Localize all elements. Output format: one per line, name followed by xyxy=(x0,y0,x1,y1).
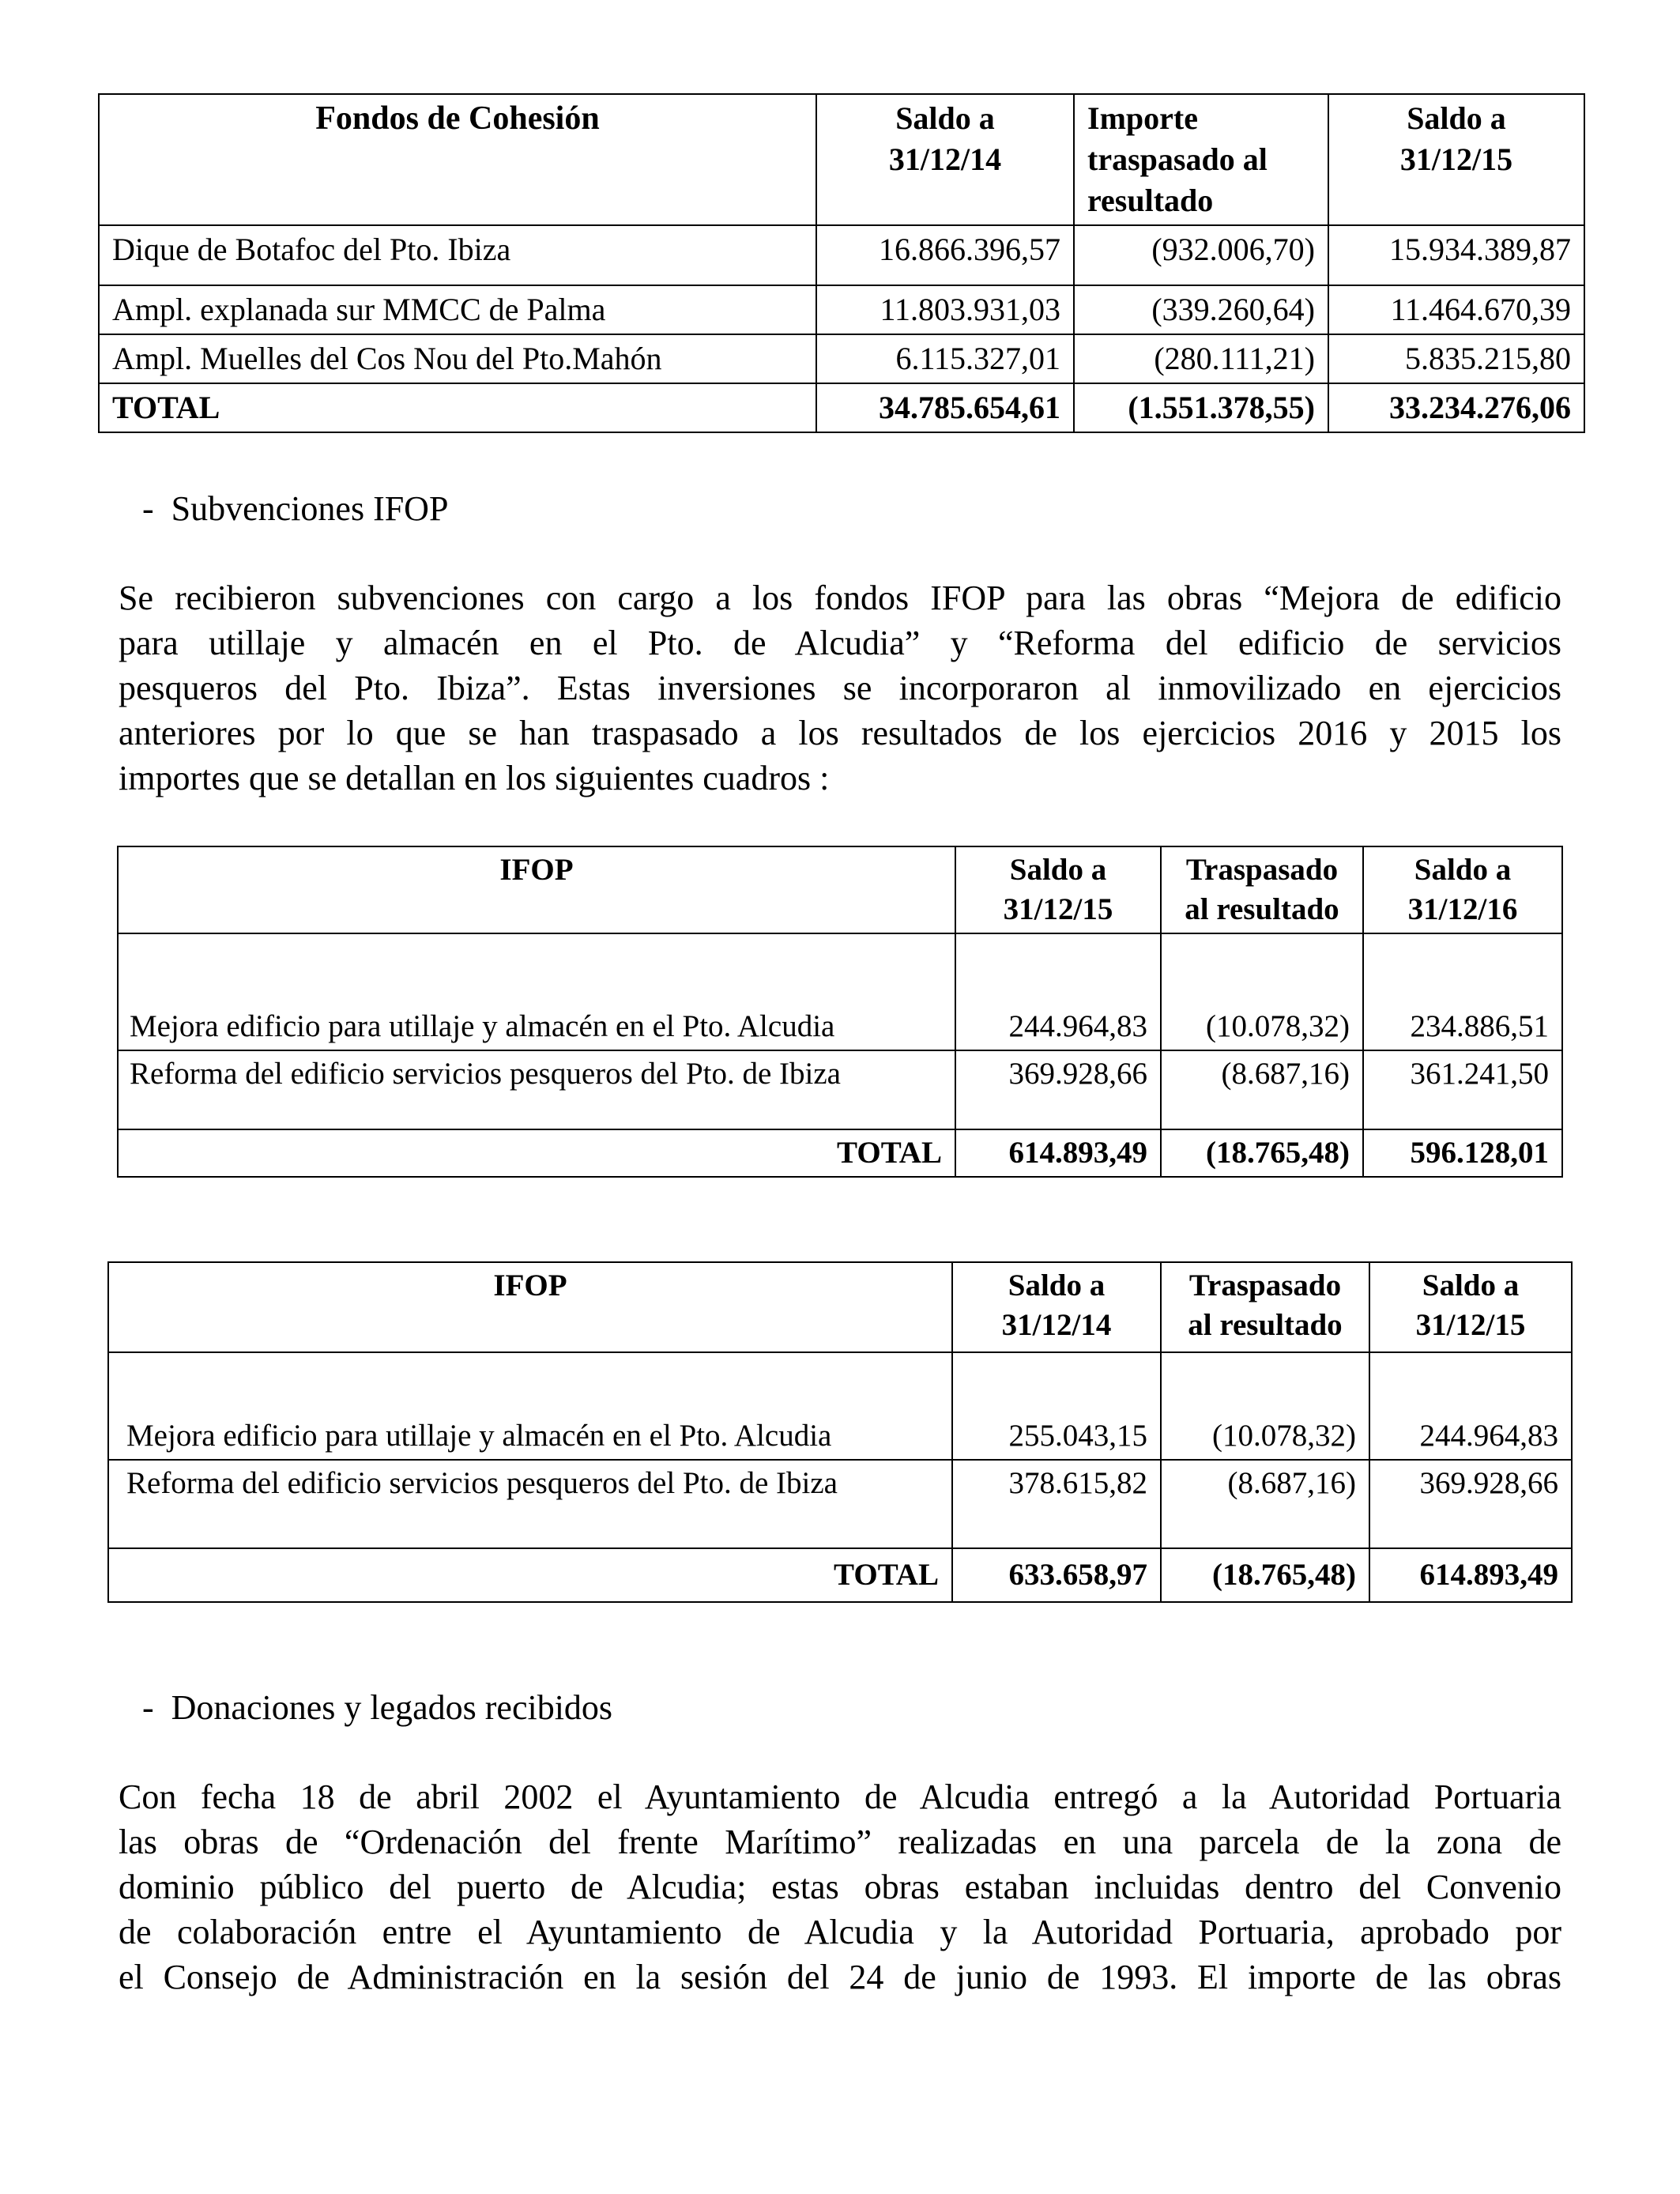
table-header-row xyxy=(99,94,1584,225)
row-value: 6.115.327,01 xyxy=(816,334,1074,383)
total-value: 34.785.654,61 xyxy=(816,383,1074,432)
row-value: (8.687,16) xyxy=(1161,1460,1369,1548)
row-value: 369.928,66 xyxy=(955,1050,1161,1129)
row-concept: Ampl. explanada sur MMCC de Palma xyxy=(99,285,816,334)
header-saldo-14: Saldo a 31/12/14 xyxy=(816,94,1074,225)
header-saldo-14: Saldo a 31/12/14 xyxy=(952,1262,1161,1352)
row-value: (10.078,32) xyxy=(1161,1352,1369,1460)
table-row xyxy=(118,1050,1562,1129)
total-row xyxy=(99,383,1584,432)
row-concept: Reforma del edificio servicios pesqueros del Pto. de Ibiza xyxy=(108,1460,952,1548)
row-concept: Mejora edificio para utillaje y almacén en el Pto. Alcudia xyxy=(108,1352,952,1460)
total-label: TOTAL xyxy=(99,383,816,432)
total-label: TOTAL xyxy=(108,1548,952,1602)
row-value: (339.260,64) xyxy=(1074,285,1328,334)
row-concept: Ampl. Muelles del Cos Nou del Pto.Mahón xyxy=(99,334,816,383)
row-value: 369.928,66 xyxy=(1369,1460,1572,1548)
row-value: 16.866.396,57 xyxy=(816,225,1074,285)
table-row xyxy=(118,933,1562,1050)
row-concept: Reforma del edificio servicios pesqueros del Pto. de Ibiza xyxy=(118,1050,955,1129)
total-row xyxy=(118,1129,1562,1177)
ifop-table-2016 xyxy=(117,846,1563,1178)
fondos-cohesion-table xyxy=(98,93,1585,433)
header-ifop: IFOP xyxy=(118,846,955,933)
header-importe-traspasado: Importe traspasado al resultado xyxy=(1074,94,1328,225)
row-value: 244.964,83 xyxy=(955,933,1161,1050)
header-saldo-15: Saldo a 31/12/15 xyxy=(955,846,1161,933)
paragraph-donaciones: Con fecha 18 de abril 2002 el Ayuntamiento de Alcudia entregó a la Autoridad Portuaria las obras de “Ordenación del frente Marítimo” realizadas en una parcela de la zona de dominio público del puerto de Alcudia; estas obras estaban incluidas dentro del Convenio de colaboración entre el Ayuntamiento de Alcudia y la Autoridad Portuaria, aprobado por el Consejo de Administración en la sesión del 24 de junio de 1993. El importe de las obras xyxy=(119,1777,1561,1996)
header-saldo-15: Saldo a 31/12/15 xyxy=(1369,1262,1572,1352)
section-heading-ifop: - Subvenciones IFOP xyxy=(142,489,449,528)
section-heading-donaciones: - Donaciones y legados recibidos xyxy=(142,1688,613,1727)
table-row xyxy=(108,1460,1572,1548)
row-concept: Dique de Botafoc del Pto. Ibiza xyxy=(99,225,816,285)
total-value: (1.551.378,55) xyxy=(1074,383,1328,432)
table-row xyxy=(99,334,1584,383)
header-saldo-15: Saldo a 31/12/15 xyxy=(1328,94,1584,225)
row-value: 11.464.670,39 xyxy=(1328,285,1584,334)
paragraph-ifop: Se recibieron subvenciones con cargo a los fondos IFOP para las obras “Mejora de edificio para utillaje y almacén en el Pto. de Alcudia” y “Reforma del edificio de servicios pesqueros del Pto. Ibiza”. Estas inversiones se incorporaron al inmovilizado en ejercicios anteriores por lo que se han traspasado a los resultados de los ejercicios 2016 y 2015 los importes que se detallan en los siguientes cuadros : xyxy=(119,579,1561,797)
total-value: 596.128,01 xyxy=(1363,1129,1562,1177)
table-header-row xyxy=(118,846,1562,933)
row-value: 15.934.389,87 xyxy=(1328,225,1584,285)
row-value: 11.803.931,03 xyxy=(816,285,1074,334)
total-value: 33.234.276,06 xyxy=(1328,383,1584,432)
row-value: 378.615,82 xyxy=(952,1460,1161,1548)
ifop-table-2015 xyxy=(107,1261,1573,1603)
header-saldo-16: Saldo a 31/12/16 xyxy=(1363,846,1562,933)
header-ifop: IFOP xyxy=(108,1262,952,1352)
total-row xyxy=(108,1548,1572,1602)
total-value: 633.658,97 xyxy=(952,1548,1161,1602)
total-value: (18.765,48) xyxy=(1161,1548,1369,1602)
total-value: 614.893,49 xyxy=(1369,1548,1572,1602)
total-value: (18.765,48) xyxy=(1161,1129,1363,1177)
header-traspasado: Traspasado al resultado xyxy=(1161,1262,1369,1352)
row-value: 5.835.215,80 xyxy=(1328,334,1584,383)
row-value: (932.006,70) xyxy=(1074,225,1328,285)
total-value: 614.893,49 xyxy=(955,1129,1161,1177)
row-value: (10.078,32) xyxy=(1161,933,1363,1050)
table-row xyxy=(108,1352,1572,1460)
header-traspasado: Traspasado al resultado xyxy=(1161,846,1363,933)
row-value: 244.964,83 xyxy=(1369,1352,1572,1460)
header-concept: Fondos de Cohesión xyxy=(99,94,816,225)
row-value: 234.886,51 xyxy=(1363,933,1562,1050)
total-label: TOTAL xyxy=(118,1129,955,1177)
row-value: 361.241,50 xyxy=(1363,1050,1562,1129)
table-header-row xyxy=(108,1262,1572,1352)
table-row xyxy=(99,225,1584,285)
row-value: (280.111,21) xyxy=(1074,334,1328,383)
row-value: (8.687,16) xyxy=(1161,1050,1363,1129)
row-value: 255.043,15 xyxy=(952,1352,1161,1460)
row-concept: Mejora edificio para utillaje y almacén en el Pto. Alcudia xyxy=(118,933,955,1050)
table-row xyxy=(99,285,1584,334)
